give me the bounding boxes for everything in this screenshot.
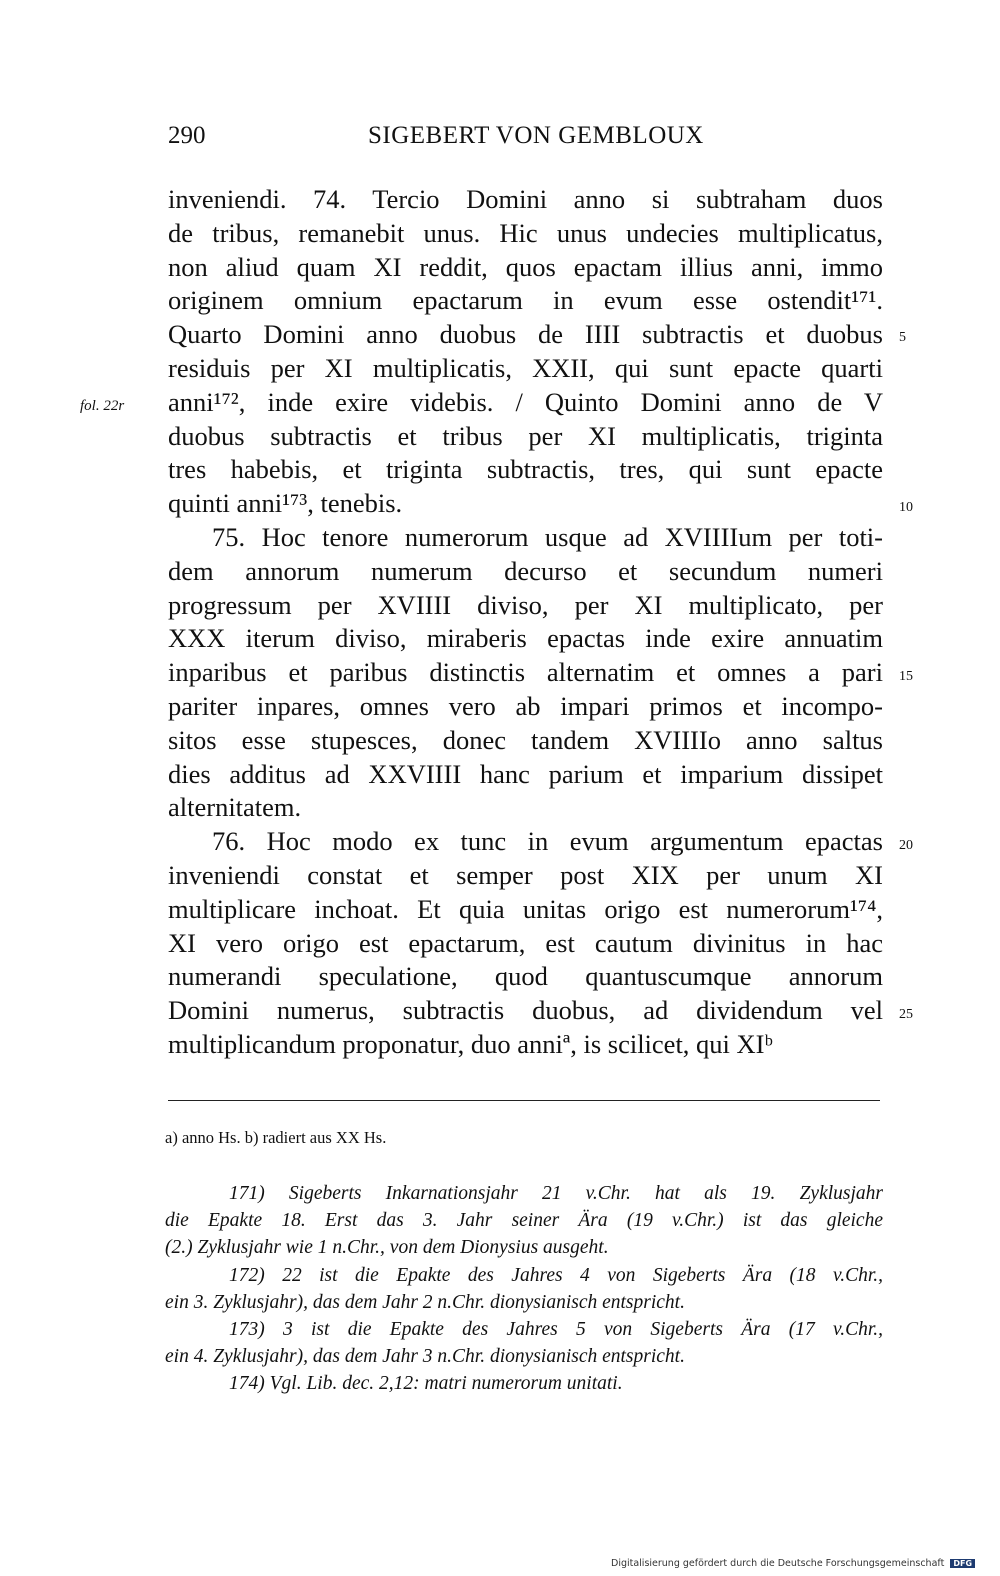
text-line: dies additus ad XXVIIII hanc parium et imparium dissipet (168, 758, 883, 789)
line-number: 25 (899, 1007, 913, 1022)
digitization-credit (611, 1558, 975, 1569)
page-number: 290 (168, 122, 206, 149)
line-number: 20 (899, 838, 913, 853)
text-line: sitos esse stupesces, donec tandem XVIIIIo anno saltus (168, 724, 883, 755)
text-line: inparibus et paribus distinctis alternatim et omnes a pari (168, 657, 883, 688)
footnote-line: 171) Sigeberts Inkarnationsjahr 21 v.Chr. hat als 19. Zyklusjahr (229, 1183, 883, 1204)
footnote-divider (168, 1100, 880, 1101)
line-number: 5 (899, 330, 906, 345)
footnote-line: 173) 3 ist die Epakte des Jahres 5 von Sigeberts Ära (17 v.Chr., (229, 1319, 883, 1341)
text-line: pariter inpares, omnes vero ab impari primos et incompo- (168, 690, 883, 721)
footnotes (165, 1180, 883, 1398)
dfg-logo: DFG (950, 1559, 975, 1568)
text-line: non aliud quam XI reddit, quos epactam illius anni, immo (168, 251, 883, 282)
text-line: quinti anni¹⁷³, tenebis. (168, 488, 403, 519)
footnote-line: ein 4. Zyklusjahr), das dem Jahr 3 n.Chr. dionysianisch entspricht. (165, 1346, 685, 1368)
text-line: 76. Hoc modo ex tunc in evum argumentum epactas (212, 826, 883, 857)
footnote-line: (2.) Zyklusjahr wie 1 n.Chr., von dem Dionysius ausgeht. (165, 1237, 609, 1259)
critical-apparatus: a) anno Hs. b) radiert aus XX Hs. (165, 1128, 387, 1147)
footnote-line: 172) 22 ist die Epakte des Jahres 4 von Sigeberts Ära (18 v.Chr., (229, 1264, 883, 1286)
text-line: inveniendi. 74. Tercio Domini anno si subtraham duos (168, 184, 883, 214)
text-line: de tribus, remanebit unus. Hic unus undecies multiplicatus, (168, 217, 883, 248)
credit-text: Digitalisierung gefördert durch die Deutsche Forschungsgemeinschaft (611, 1558, 945, 1569)
text-line: Quarto Domini anno duobus de IIII subtractis et duobus (168, 319, 883, 350)
line-number: 15 (899, 669, 913, 684)
folio-margin-note: fol. 22r (80, 398, 125, 414)
footnote-line: ein 3. Zyklusjahr), das dem Jahr 2 n.Chr. dionysianisch entspricht. (165, 1291, 685, 1313)
text-line: duobus subtractis et tribus per XI multiplicatis, triginta (168, 420, 883, 451)
running-title: SIGEBERT VON GEMBLOUX (368, 122, 704, 149)
text-line: dem annorum numerum decurso et secundum numeri (168, 555, 883, 586)
text-line: Domini numerus, subtractis duobus, ad dividendum vel (168, 995, 883, 1026)
text-line: anni¹⁷², inde exire videbis. / Quinto Domini anno de V (168, 386, 883, 417)
text-line: 75. Hoc tenore numerorum usque ad XVIIIIum per toti- (212, 521, 883, 552)
footnote-line: die Epakte 18. Erst das 3. Jahr seiner Ära (19 v.Chr.) ist das gleiche (165, 1210, 883, 1232)
text-line: tres habebis, et triginta subtractis, tres, qui sunt epacte (168, 454, 883, 485)
text-line: XXX iterum diviso, miraberis epactas inde exire annuatim (168, 623, 883, 654)
text-line: numerandi speculatione, quod quantuscumque annorum (168, 961, 883, 992)
text-line: multiplicare inchoat. Et quia unitas origo est numerorum¹⁷⁴, (168, 893, 883, 924)
text-line: alternitatem. (168, 792, 302, 823)
footnote-line: 174) Vgl. Lib. dec. 2,12: matri numerorum unitati. (229, 1373, 623, 1395)
text-line: residuis per XI multiplicatis, XXII, qui sunt epacte quarti (168, 352, 883, 383)
text-line: originem omnium epactarum in evum esse ostendit¹⁷¹. (168, 285, 883, 316)
text-line: inveniendi constat et semper post XIX per unum XI (168, 859, 883, 890)
text-line: XI vero origo est epactarum, est cautum divinitus in hac (168, 927, 883, 958)
text-line: progressum per XVIIII diviso, per XI multiplicato, per (168, 589, 883, 620)
line-number: 10 (899, 500, 913, 515)
main-text (168, 183, 883, 1062)
text-line: multiplicandum proponatur, duo anniª, is scilicet, qui XIᵇ (168, 1028, 773, 1059)
